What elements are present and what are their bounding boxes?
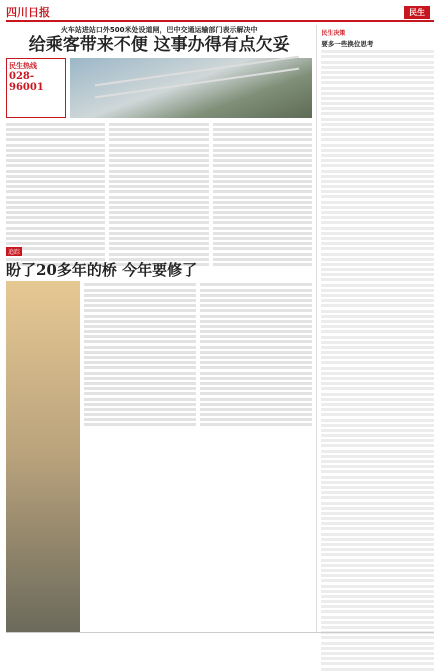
hotline-number: 028-96001 [9, 70, 44, 93]
text-line [321, 491, 434, 494]
text-line [84, 418, 196, 421]
text-line [6, 227, 105, 230]
text-line [213, 206, 312, 209]
text-line [6, 211, 105, 214]
text-line [84, 361, 196, 364]
text-line [109, 144, 208, 147]
text-line [6, 180, 105, 183]
text-line [321, 444, 434, 447]
text-line [321, 61, 434, 64]
text-line [321, 76, 434, 79]
text-line [321, 159, 434, 162]
text-line [321, 507, 434, 510]
text-line [321, 299, 434, 302]
text-line [200, 335, 312, 338]
text-line [321, 574, 434, 577]
text-line [200, 377, 312, 380]
text-line [321, 50, 434, 53]
text-line [6, 196, 105, 199]
text-line [321, 206, 434, 209]
text-line [321, 564, 434, 567]
text-line [321, 112, 434, 115]
text-line [84, 351, 196, 354]
text-line [213, 123, 312, 126]
text-line [321, 263, 434, 266]
text-line [321, 320, 434, 323]
text-line [321, 636, 434, 639]
text-line [109, 211, 208, 214]
text-line [321, 496, 434, 499]
text-line [321, 289, 434, 292]
text-line [321, 533, 434, 536]
text-line [6, 164, 105, 167]
text-line [321, 398, 434, 401]
text-line [109, 190, 208, 193]
text-line [109, 201, 208, 204]
text-line [200, 356, 312, 359]
text-line [321, 610, 434, 613]
text-line [321, 258, 434, 261]
text-line [6, 123, 105, 126]
sidebar-headline: 要多一些换位思考 [321, 40, 374, 48]
main-column [6, 25, 312, 632]
text-line [321, 470, 434, 473]
text-line [200, 351, 312, 354]
text-line [213, 258, 312, 261]
text-line [200, 289, 312, 292]
text-line [321, 481, 434, 484]
text-line [321, 123, 434, 126]
text-line [321, 652, 434, 655]
lead-kicker: 火车站进站口外500米处设道闸，巴中交通运输部门表示解决中 [60, 26, 258, 34]
text-line [321, 668, 434, 671]
text-line [6, 154, 105, 157]
text-line [321, 237, 434, 240]
text-line [84, 340, 196, 343]
text-line [321, 460, 434, 463]
text-line [213, 196, 312, 199]
page-footer [6, 632, 434, 633]
text-line [109, 149, 208, 152]
text-line [321, 351, 434, 354]
text-line [321, 538, 434, 541]
text-line [213, 201, 312, 204]
lead-headline: 给乘客带来不便 这事办得有点欠妥 [28, 35, 290, 55]
text-line [321, 434, 434, 437]
text-line [321, 585, 434, 588]
text-line [321, 569, 434, 572]
text-line [6, 206, 105, 209]
text-line [321, 387, 434, 390]
text-line [109, 138, 208, 141]
text-line [321, 315, 434, 318]
text-line [200, 315, 312, 318]
text-line [84, 346, 196, 349]
text-line [6, 221, 105, 224]
text-line [109, 154, 208, 157]
text-line [213, 154, 312, 157]
hotline-title: 民生热线 [9, 61, 37, 70]
text-line [321, 149, 434, 152]
text-line [321, 476, 434, 479]
text-line [6, 159, 105, 162]
text-line [84, 283, 196, 286]
text-line [200, 382, 312, 385]
article-column [84, 281, 196, 632]
text-line [213, 180, 312, 183]
text-line [200, 346, 312, 349]
text-line [321, 81, 434, 84]
text-line [321, 128, 434, 131]
text-line [84, 408, 196, 411]
text-line [109, 164, 208, 167]
text-line [321, 512, 434, 515]
text-line [321, 590, 434, 593]
article-column [200, 281, 312, 632]
text-line [84, 398, 196, 401]
text-line [321, 367, 434, 370]
text-line [321, 517, 434, 520]
text-line [213, 175, 312, 178]
text-line [321, 543, 434, 546]
text-line [321, 154, 434, 157]
text-line [321, 310, 434, 313]
text-line [321, 278, 434, 281]
text-line [213, 159, 312, 162]
text-line [84, 330, 196, 333]
text-line [200, 299, 312, 302]
text-line [321, 502, 434, 505]
text-line [321, 221, 434, 224]
sidebar-column-title: 民生决策 [321, 30, 346, 37]
text-line [200, 361, 312, 364]
text-line [321, 377, 434, 380]
text-line [200, 309, 312, 312]
text-line [6, 138, 105, 141]
text-line [213, 133, 312, 136]
text-line [321, 626, 434, 629]
text-line [84, 372, 196, 375]
text-line [321, 621, 434, 624]
text-line [84, 325, 196, 328]
text-line [200, 423, 312, 426]
text-line [321, 419, 434, 422]
hotline-box [6, 58, 66, 118]
text-line [109, 175, 208, 178]
text-line [321, 190, 434, 193]
text-line [200, 320, 312, 323]
text-line [321, 253, 434, 256]
newspaper-logo: 四川日报 [6, 6, 50, 19]
second-story-tag: 追踪 [8, 248, 21, 256]
text-line [321, 662, 434, 665]
text-line [321, 356, 434, 359]
text-line [321, 102, 434, 105]
section-tag: 民生 [404, 6, 430, 19]
text-line [213, 170, 312, 173]
lead-photo [70, 58, 312, 118]
text-line [321, 211, 434, 214]
text-line [321, 657, 434, 660]
text-line [321, 107, 434, 110]
text-line [84, 387, 196, 390]
text-line [200, 304, 312, 307]
text-line [6, 201, 105, 204]
text-line [321, 486, 434, 489]
sidebar-body [321, 50, 434, 670]
text-line [109, 221, 208, 224]
text-line [6, 190, 105, 193]
text-line [321, 600, 434, 603]
text-line [321, 616, 434, 619]
text-line [213, 149, 312, 152]
text-line [84, 392, 196, 395]
text-line [321, 439, 434, 442]
text-line [321, 341, 434, 344]
text-line [6, 185, 105, 188]
text-line [200, 366, 312, 369]
text-line [84, 315, 196, 318]
text-line [84, 382, 196, 385]
text-line [321, 647, 434, 650]
text-line [84, 335, 196, 338]
text-line [321, 382, 434, 385]
text-line [321, 579, 434, 582]
text-line [200, 398, 312, 401]
text-line [321, 336, 434, 339]
text-line [321, 133, 434, 136]
text-line [84, 309, 196, 312]
text-line [321, 201, 434, 204]
text-line [84, 289, 196, 292]
text-line [200, 340, 312, 343]
text-line [213, 211, 312, 214]
text-line [321, 66, 434, 69]
text-line [109, 232, 208, 235]
text-line [6, 144, 105, 147]
text-line [6, 133, 105, 136]
text-line [200, 294, 312, 297]
text-line [200, 408, 312, 411]
text-line [213, 227, 312, 230]
text-line [321, 605, 434, 608]
text-line [321, 455, 434, 458]
text-line [109, 216, 208, 219]
text-line [213, 221, 312, 224]
text-line [6, 170, 105, 173]
text-line [213, 190, 312, 193]
text-line [200, 418, 312, 421]
text-line [213, 164, 312, 167]
text-line [109, 206, 208, 209]
text-line [321, 595, 434, 598]
text-line [321, 144, 434, 147]
text-line [200, 387, 312, 390]
text-line [213, 216, 312, 219]
text-line [84, 423, 196, 426]
text-line [321, 465, 434, 468]
text-line [200, 392, 312, 395]
text-line [109, 128, 208, 131]
text-line [321, 242, 434, 245]
text-line [321, 553, 434, 556]
text-line [84, 413, 196, 416]
text-line [321, 164, 434, 167]
text-line [109, 123, 208, 126]
text-line [321, 97, 434, 100]
text-line [321, 195, 434, 198]
text-line [321, 403, 434, 406]
text-line [6, 128, 105, 131]
text-line [200, 413, 312, 416]
article-column [213, 121, 312, 239]
text-line [321, 413, 434, 416]
text-line [321, 527, 434, 530]
text-line [321, 268, 434, 271]
text-line [321, 118, 434, 121]
text-line [321, 227, 434, 230]
text-line [213, 128, 312, 131]
text-line [321, 170, 434, 173]
text-line [84, 377, 196, 380]
text-line [321, 175, 434, 178]
sidebar [316, 25, 434, 632]
text-line [321, 138, 434, 141]
text-line [321, 284, 434, 287]
text-line [109, 159, 208, 162]
text-line [109, 180, 208, 183]
text-line [213, 185, 312, 188]
lead-article-body [6, 121, 312, 239]
text-line [321, 273, 434, 276]
text-line [321, 87, 434, 90]
text-line [321, 185, 434, 188]
text-line [84, 299, 196, 302]
text-line [321, 372, 434, 375]
text-line [6, 149, 105, 152]
text-line [200, 403, 312, 406]
text-line [321, 325, 434, 328]
text-line [84, 304, 196, 307]
text-line [84, 366, 196, 369]
text-line [321, 346, 434, 349]
text-line [321, 361, 434, 364]
text-line [200, 283, 312, 286]
text-line [321, 71, 434, 74]
text-line [200, 372, 312, 375]
text-line [321, 450, 434, 453]
text-line [200, 325, 312, 328]
text-line [84, 356, 196, 359]
text-line [84, 403, 196, 406]
text-line [321, 304, 434, 307]
text-line [84, 294, 196, 297]
text-line [321, 522, 434, 525]
article-column [6, 121, 105, 239]
text-line [321, 424, 434, 427]
text-line [321, 330, 434, 333]
text-line [321, 294, 434, 297]
text-line [6, 232, 105, 235]
text-line [6, 216, 105, 219]
text-line [321, 55, 434, 58]
text-line [109, 133, 208, 136]
text-line [321, 408, 434, 411]
text-line [84, 320, 196, 323]
text-line [109, 227, 208, 230]
text-line [6, 175, 105, 178]
text-line [109, 185, 208, 188]
text-line [321, 559, 434, 562]
text-line [321, 429, 434, 432]
article-column [109, 121, 208, 239]
text-line [321, 548, 434, 551]
second-photo [6, 281, 80, 632]
text-line [321, 393, 434, 396]
masthead [6, 4, 434, 22]
text-line [321, 180, 434, 183]
text-line [213, 144, 312, 147]
text-line [321, 232, 434, 235]
text-line [213, 138, 312, 141]
text-line [109, 196, 208, 199]
text-line [109, 170, 208, 173]
text-line [321, 216, 434, 219]
second-headline: 盼了20多年的桥 今年要修了 [6, 260, 198, 279]
text-line [321, 642, 434, 645]
text-line [213, 232, 312, 235]
text-line [200, 330, 312, 333]
text-line [321, 92, 434, 95]
text-line [321, 247, 434, 250]
